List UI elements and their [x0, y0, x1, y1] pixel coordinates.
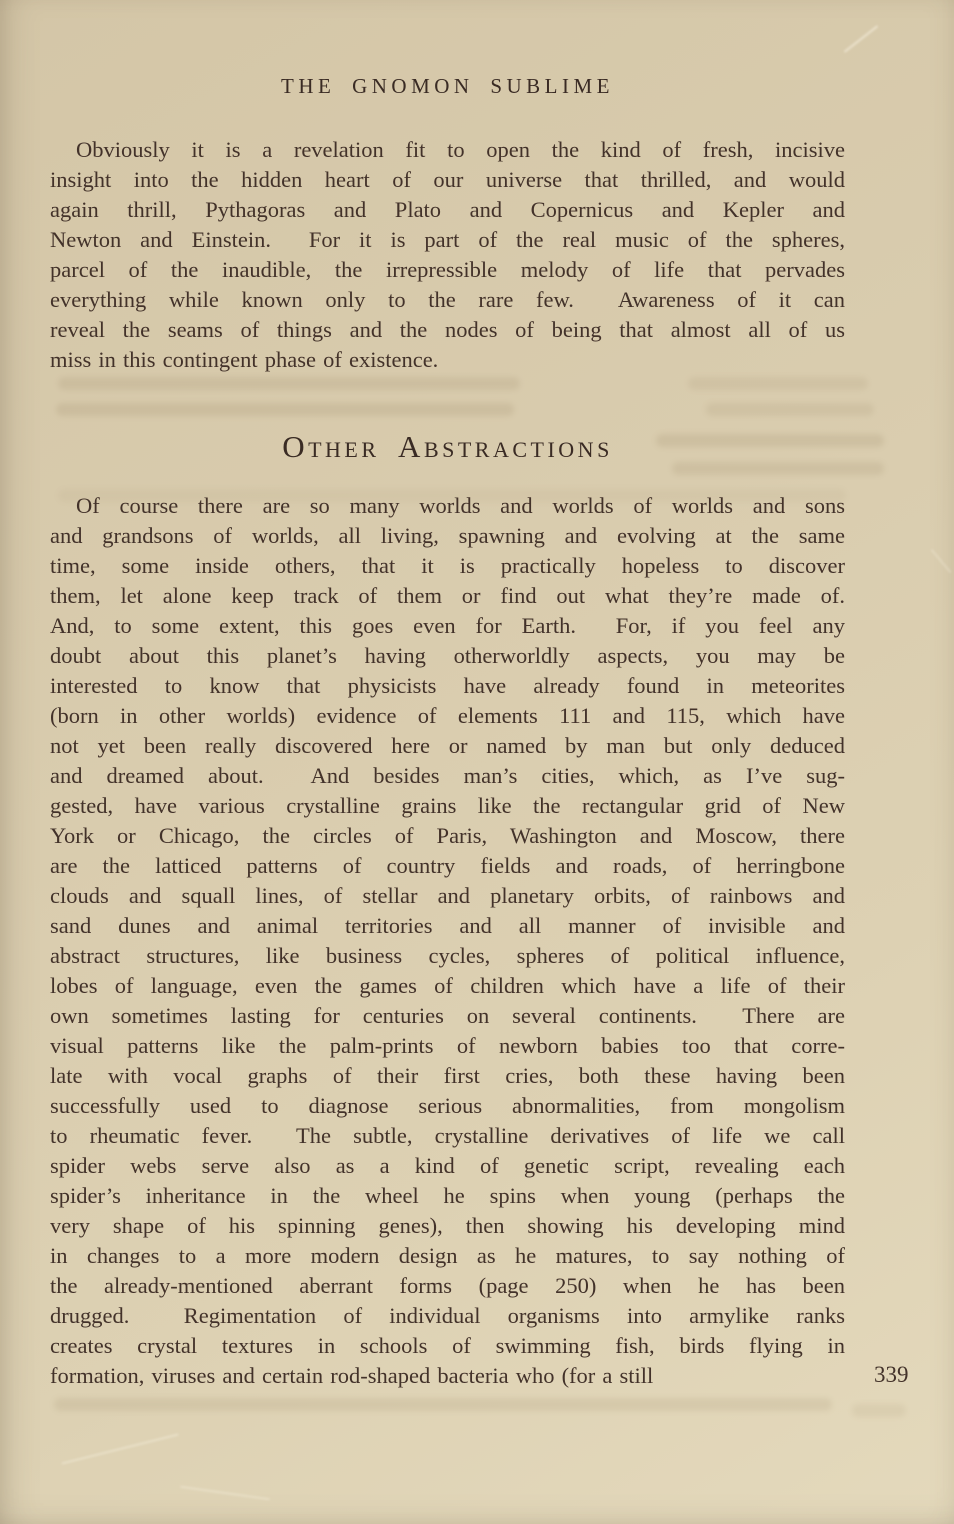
paragraph-1 — [50, 135, 845, 375]
text-line: reveal the seams of things and the nodes of being that almost all of us — [50, 317, 845, 342]
text-line: again thrill, Pythagoras and Plato and Copernicus and Kepler and — [50, 197, 845, 222]
text-line: parcel of the inaudible, the irrepressible melody of life that pervades — [50, 257, 845, 282]
text-line: miss in this contingent phase of existence. — [50, 347, 439, 372]
text-line: And, to some extent, this goes even for Earth. For, if you feel any — [50, 613, 845, 638]
text-line: them, let alone keep track of them or find out what they’re made of. — [50, 583, 845, 608]
text-line: Of course there are so many worlds and worlds of worlds and sons — [76, 493, 845, 518]
text-line: formation, viruses and certain rod-shaped bacteria who (for a still — [50, 1363, 654, 1388]
text-line: time, some inside others, that it is practically hopeless to discover — [50, 553, 845, 578]
text-line: doubt about this planet’s having otherworldly aspects, you may be — [50, 643, 845, 668]
text-line: drugged. Regimentation of individual organisms into armylike ranks — [50, 1303, 845, 1328]
text-line: creates crystal textures in schools of swimming fish, birds flying in — [50, 1333, 845, 1358]
text-line: spider webs serve also as a kind of genetic script, revealing each — [50, 1153, 845, 1178]
text-line: late with vocal graphs of their first cries, both these having been — [50, 1063, 845, 1088]
text-line: own sometimes lasting for centuries on several continents. There are — [50, 1003, 845, 1028]
text-line: successfully used to diagnose serious abnormalities, from mongolism — [50, 1093, 845, 1118]
paper-crease — [931, 549, 952, 573]
text-block — [50, 0, 845, 1391]
bleed-through-text — [852, 1404, 906, 1417]
paragraph-2 — [50, 491, 845, 1391]
paper-crease — [62, 1434, 179, 1465]
text-line: everything while known only to the rare few. Awareness of it can — [50, 287, 845, 312]
text-line: very shape of his spinning genes), then showing his developing mind — [50, 1213, 845, 1238]
text-line: interested to know that physicists have already found in meteorites — [50, 673, 845, 698]
section-heading: Other Abstractions — [282, 429, 613, 464]
text-line: (born in other worlds) evidence of elements 111 and 115, which have — [50, 703, 845, 728]
text-line: abstract structures, like business cycles, spheres of political influence, — [50, 943, 845, 968]
text-line: to rheumatic fever. The subtle, crystalline derivatives of life we call — [50, 1123, 845, 1148]
text-line: are the latticed patterns of country fields and roads, of herringbone — [50, 853, 845, 878]
text-line: clouds and squall lines, of stellar and planetary orbits, of rainbows and — [50, 883, 845, 908]
text-line: visual patterns like the palm-prints of newborn babies too that corre- — [50, 1033, 845, 1058]
text-line: insight into the hidden heart of our universe that thrilled, and would — [50, 167, 845, 192]
text-line: York or Chicago, the circles of Paris, Washington and Moscow, there — [50, 823, 845, 848]
text-line: not yet been really discovered here or named by man but only deduced — [50, 733, 845, 758]
text-line: in changes to a more modern design as he matures, to say nothing of — [50, 1243, 845, 1268]
text-line: gested, have various crystalline grains like the rectangular grid of New — [50, 793, 845, 818]
bleed-through-text — [54, 1398, 832, 1411]
text-line: and dreamed about. And besides man’s cities, which, as I’ve sug- — [50, 763, 845, 788]
text-line: sand dunes and animal territories and all manner of invisible and — [50, 913, 845, 938]
text-line: Obviously it is a revelation fit to open the kind of fresh, incisive — [76, 137, 845, 162]
text-line: spider’s inheritance in the wheel he spins when young (perhaps the — [50, 1183, 845, 1208]
text-line: Newton and Einstein. For it is part of the real music of the spheres, — [50, 227, 845, 252]
text-line: lobes of language, even the games of children which have a life of their — [50, 973, 845, 998]
page-number: 339 — [874, 1362, 909, 1387]
paper-crease — [180, 1486, 269, 1501]
running-head: THE GNOMON SUBLIME — [281, 74, 614, 98]
text-line: the already-mentioned aberrant forms (page 250) when he has been — [50, 1273, 845, 1298]
text-line: and grandsons of worlds, all living, spawning and evolving at the same — [50, 523, 845, 548]
paper-crease — [844, 25, 878, 52]
